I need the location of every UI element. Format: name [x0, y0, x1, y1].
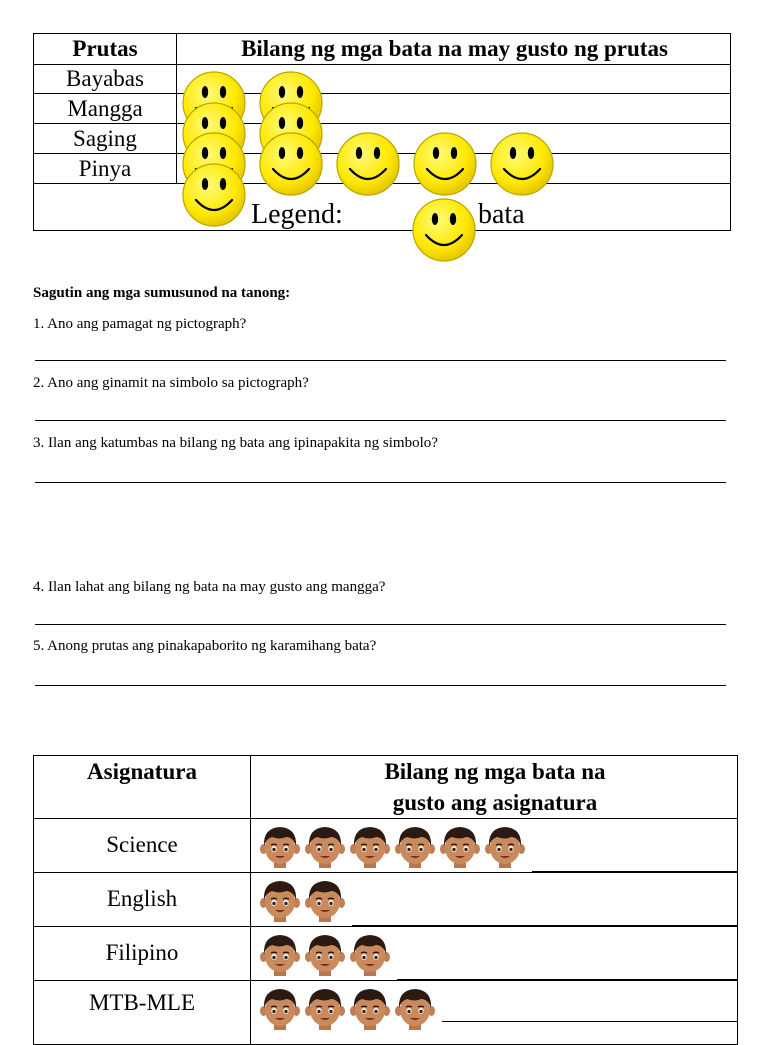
smiley-face-icon	[335, 131, 401, 197]
questions-heading: Sagutin ang mga sumusunod na tanong:	[33, 285, 291, 301]
row-label-mtb-mle: MTB-MLE	[88, 990, 196, 1015]
boy-face-icon	[395, 986, 435, 1032]
row-label-saging: Saging	[73, 126, 137, 151]
header-fruit: Prutas	[72, 36, 138, 61]
question-1: 1. Ano ang pamagat ng pictograph?	[33, 316, 247, 332]
boy-face-icon	[350, 932, 390, 978]
header-count-line1: Bilang ng mga bata na	[384, 759, 606, 784]
question-4: 4. Ilan lahat ang bilang ng bata na may gusto ang mangga?	[33, 579, 386, 595]
smiley-face-icon	[181, 162, 247, 228]
row-label-bayabas: Bayabas	[66, 66, 144, 91]
boy-face-icon	[485, 824, 525, 870]
legend-label: Legend:	[251, 199, 343, 230]
answer-line-2[interactable]	[35, 420, 726, 421]
boy-face-icon	[260, 932, 300, 978]
legend-value: bata	[478, 199, 525, 230]
row-label-mangga: Mangga	[67, 96, 143, 121]
boy-face-icon	[260, 878, 300, 924]
pictograph2-symbols	[0, 700, 768, 1024]
smiley-face-icon	[258, 131, 324, 197]
answer-line-4[interactable]	[35, 624, 726, 625]
symbol-row-underline	[352, 925, 737, 926]
answer-line-5[interactable]	[35, 685, 726, 686]
pictograph-symbols	[0, 0, 768, 300]
symbol-row-underline	[397, 979, 737, 980]
smiley-face-icon	[412, 131, 478, 197]
header-count: Bilang ng mga bata na may gusto ng prutas	[241, 36, 668, 61]
boy-face-icon	[305, 878, 345, 924]
row-label-filipino: Filipino	[105, 940, 179, 965]
boy-face-icon	[305, 986, 345, 1032]
boy-face-icon	[440, 824, 480, 870]
question-5: 5. Anong prutas ang pinakapaborito ng karamihang bata?	[33, 638, 377, 654]
legend-smiley-face-icon	[411, 197, 477, 263]
boy-face-icon	[395, 824, 435, 870]
header-count-line2: gusto ang asignatura	[392, 790, 598, 815]
answer-line-1[interactable]	[35, 360, 726, 361]
row-label-science: Science	[106, 832, 178, 857]
answer-line-3[interactable]	[35, 482, 726, 483]
header-subject: Asignatura	[87, 759, 197, 784]
boy-face-icon	[305, 824, 345, 870]
boy-face-icon	[350, 824, 390, 870]
question-3: 3. Ilan ang katumbas na bilang ng bata ang ipinapakita ng simbolo?	[33, 435, 438, 451]
symbol-row-underline	[442, 1021, 737, 1022]
row-label-pinya: Pinya	[78, 156, 132, 181]
boy-face-icon	[260, 824, 300, 870]
boy-face-icon	[350, 986, 390, 1032]
row-label-english: English	[106, 886, 178, 911]
symbol-row-underline	[532, 871, 737, 872]
boy-face-icon	[305, 932, 345, 978]
boy-face-icon	[260, 986, 300, 1032]
smiley-face-icon	[489, 131, 555, 197]
question-2: 2. Ano ang ginamit na simbolo sa pictograph?	[33, 375, 309, 391]
